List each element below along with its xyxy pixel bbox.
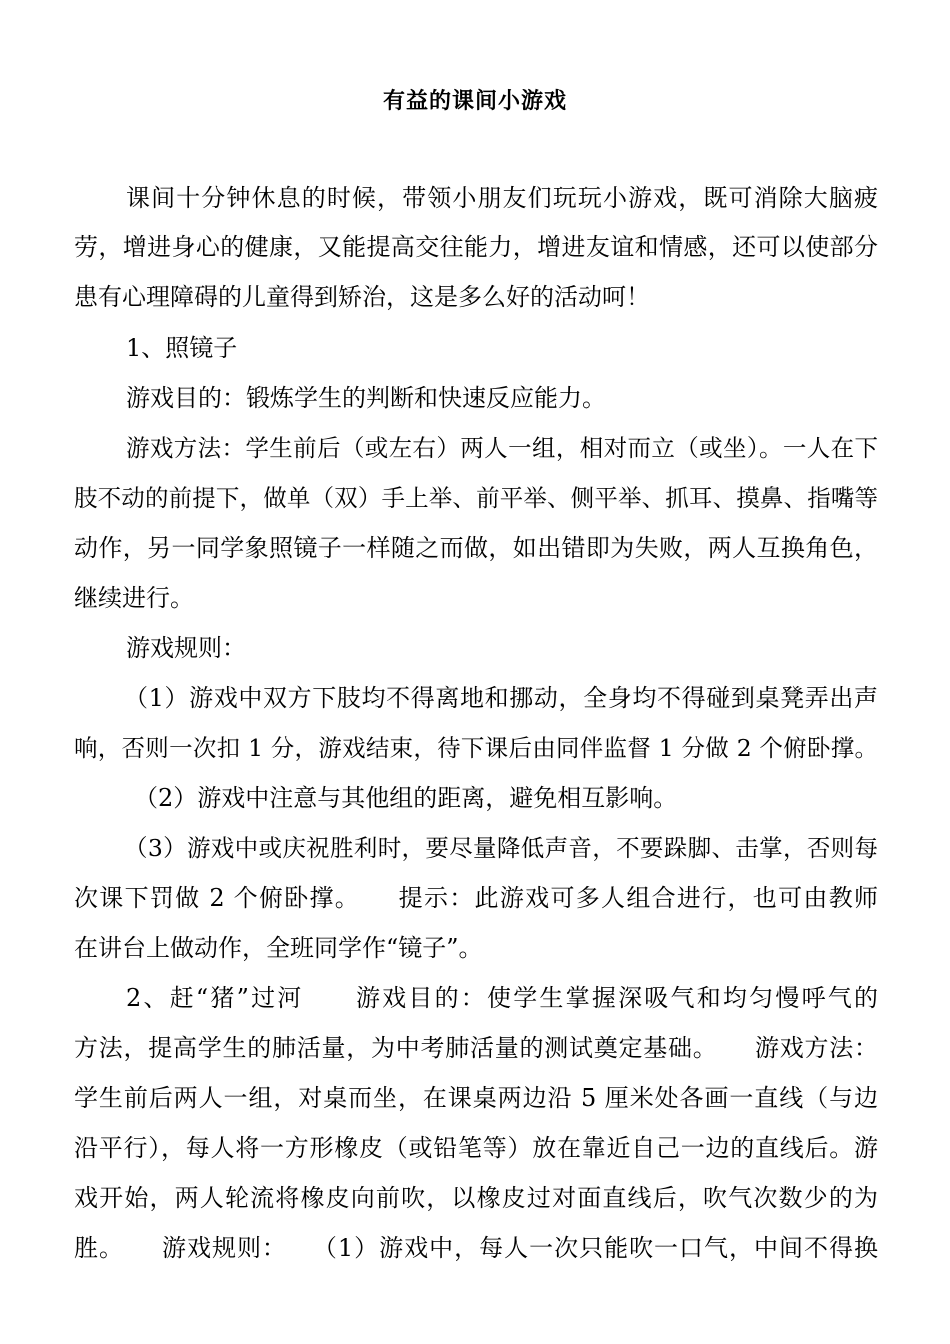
paragraph-line: 游戏方法：学生前后（或左右）两人一组，相对而立（或坐）。一人在下 [126, 434, 878, 462]
section-heading: 1、照镜子 [126, 334, 238, 362]
paragraph-line: 患有心理障碍的儿童得到矫治，这是多么好的活动呵！ [74, 283, 650, 311]
paragraph-line: 沿平行），每人将一方形橡皮（或铅笔等）放在靠近自己一边的直线后。游 [74, 1134, 878, 1162]
paragraph-line: 肢不动的前提下，做单（双）手上举、前平举、侧平举、抓耳、摸鼻、指嘴等 [74, 484, 878, 512]
paragraph-line: 在讲台上做动作，全班同学作“镜子”。 [74, 934, 483, 962]
paragraph-line: 游戏目的：锻炼学生的判断和快速反应能力。 [126, 384, 606, 412]
document-title: 有益的课间小游戏 [382, 89, 567, 114]
paragraph-line: 响，否则一次扣 1 分，游戏结束，待下课后由同伴监督 1 分做 2 个俯卧撑。 [74, 734, 878, 762]
paragraph-line: 戏开始，两人轮流将橡皮向前吹，以橡皮过对面直线后，吹气次数少的为 [74, 1184, 878, 1212]
paragraph-line: 动作，另一同学象照镜子一样随之而做，如出错即为失败，两人互换角色， [74, 534, 878, 562]
paragraph-line: 课间十分钟休息的时候，带领小朋友们玩玩小游戏，既可消除大脑疲 [126, 184, 878, 212]
paragraph-line: 2、赶“猪”过河 游戏目的：使学生掌握深吸气和均匀慢呼气的 [126, 984, 878, 1012]
paragraph-line: 方法，提高学生的肺活量，为中考肺活量的测试奠定基础。 游戏方法： [74, 1034, 878, 1062]
paragraph-line: 次课下罚做 2 个俯卧撑。 提示：此游戏可多人组合进行，也可由教师 [74, 884, 878, 912]
paragraph-line: 游戏规则： [126, 634, 246, 662]
paragraph-line: （2）游戏中注意与其他组的距离，避免相互影响。 [134, 784, 678, 812]
paragraph-line: （3）游戏中或庆祝胜利时，要尽量降低声音，不要跺脚、击掌，否则每 [124, 834, 878, 862]
paragraph-line: 胜。 游戏规则： （1）游戏中，每人一次只能吹一口气，中间不得换 [74, 1234, 878, 1262]
paragraph-line: 继续进行。 [74, 584, 194, 612]
paragraph-line: 劳，增进身心的健康，又能提高交往能力，增进友谊和情感，还可以使部分 [74, 233, 878, 261]
paragraph-line: 学生前后两人一组，对桌而坐，在课桌两边沿 5 厘米处各画一直线（与边 [74, 1084, 878, 1112]
paragraph-line: （1）游戏中双方下肢均不得离地和挪动，全身均不得碰到桌凳弄出声 [124, 684, 878, 712]
